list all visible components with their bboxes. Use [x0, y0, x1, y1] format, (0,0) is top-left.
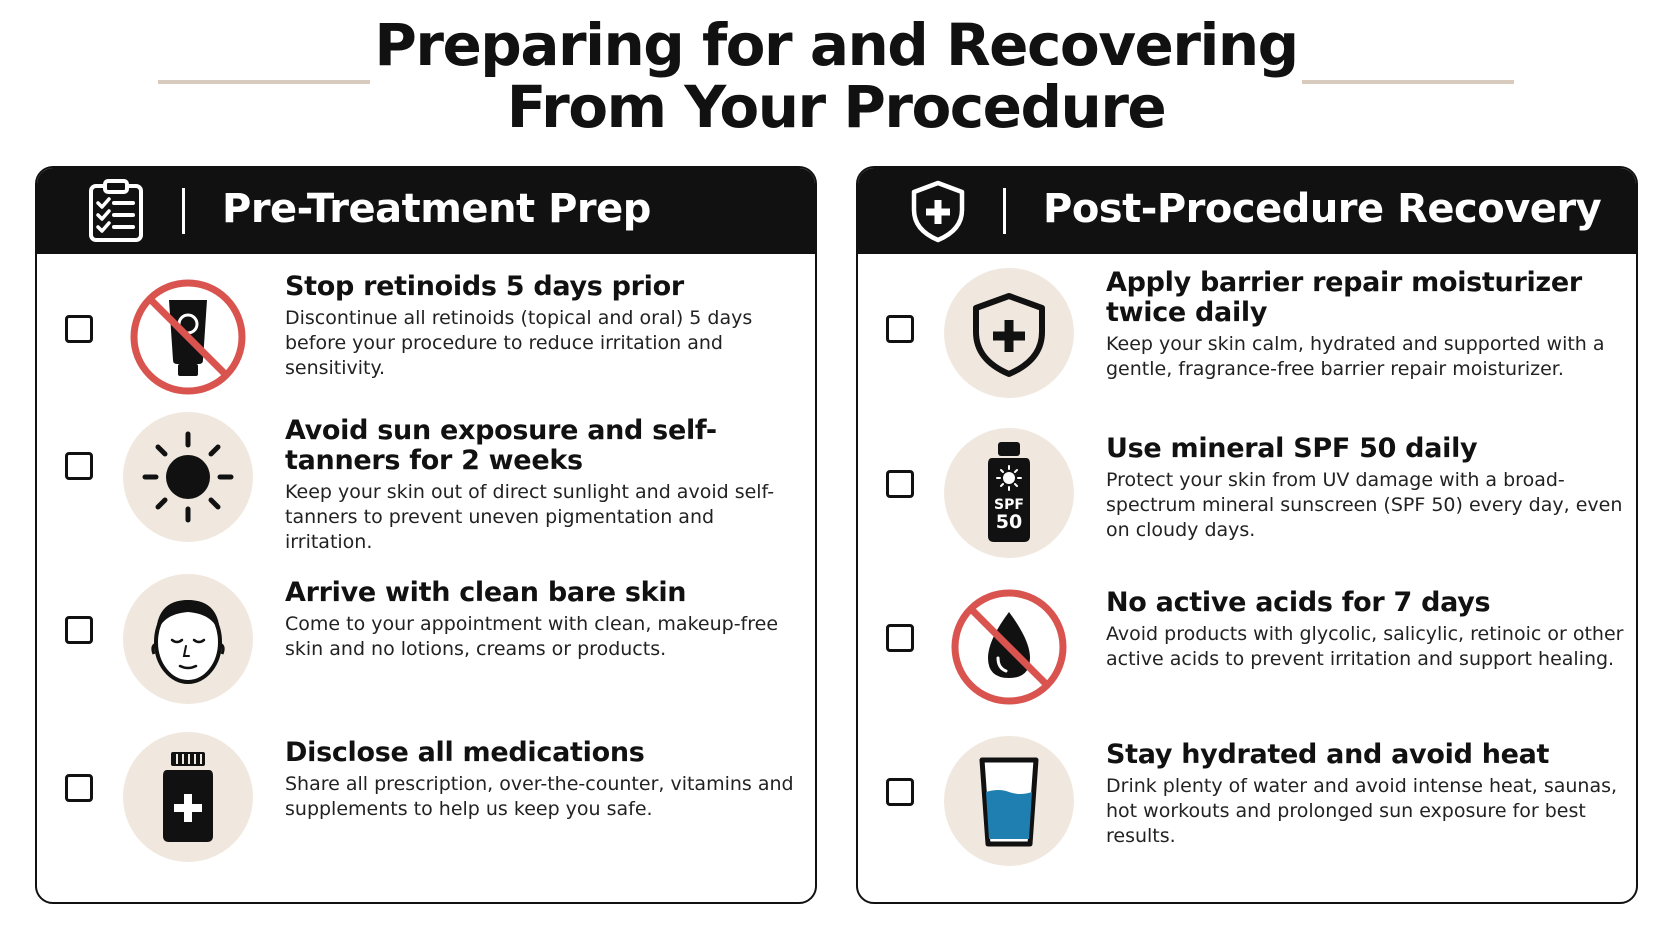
- pre-item-desc: Share all prescription, over-the-counter, vitamins and supplements to help us keep you safe.: [285, 773, 794, 820]
- no-acid-drop-icon: [944, 582, 1074, 712]
- page-title: [0, 11, 1672, 141]
- pre-item-checkbox[interactable]: [65, 315, 93, 343]
- post-item-desc: Avoid products with glycolic, salicylic, retinoic or other active acids to prevent irritation and support healing.: [1106, 623, 1624, 670]
- title-rule-right: [1302, 80, 1514, 84]
- post-item-desc: Drink plenty of water and avoid intense heat, saunas, hot workouts and prolonged sun exposure for best results.: [1106, 775, 1618, 847]
- sunscreen-label-50: 50: [995, 511, 1023, 533]
- pre-item-checkbox[interactable]: [65, 774, 93, 802]
- page-title-line-2: From Your Procedure: [506, 73, 1166, 141]
- pre-treatment-header: [37, 168, 815, 254]
- post-procedure-header: [858, 168, 1636, 254]
- shield-plus-icon: [906, 178, 970, 244]
- post-item-title: Apply barrier repair moisturizer twice daily: [1106, 267, 1582, 328]
- pre-item-checkbox[interactable]: [65, 452, 93, 480]
- clean-face-icon: [123, 574, 253, 704]
- post-item-checkbox[interactable]: [886, 624, 914, 652]
- pre-item-title: Disclose all medications: [285, 737, 645, 768]
- pre-item-desc: Discontinue all retinoids (topical and oral) 5 days before your procedure to reduce irritation and sensitivity.: [285, 307, 753, 379]
- sun-icon: [123, 412, 253, 542]
- header-separator: [1003, 188, 1006, 234]
- post-item-desc: Keep your skin calm, hydrated and supported with a gentle, fragrance-free barrier repair moisturizer.: [1106, 333, 1605, 380]
- post-procedure-heading: Post-Procedure Recovery: [1043, 186, 1602, 232]
- pre-treatment-heading: Pre-Treatment Prep: [222, 186, 651, 232]
- sunscreen-bottle-icon: [944, 428, 1074, 558]
- sunscreen-label-spf: SPF: [994, 497, 1024, 513]
- post-item-checkbox[interactable]: [886, 315, 914, 343]
- header-separator: [182, 188, 185, 234]
- pre-item-title: Avoid sun exposure and self-tanners for 2 weeks: [285, 415, 717, 476]
- post-item-title: Stay hydrated and avoid heat: [1106, 739, 1550, 770]
- post-item-checkbox[interactable]: [886, 778, 914, 806]
- no-retinoid-tube-icon: [123, 272, 253, 402]
- pre-item-desc: Keep your skin out of direct sunlight and avoid self-tanners to prevent uneven pigmentation and irritation.: [285, 481, 775, 553]
- medication-bottle-icon: [123, 732, 253, 862]
- title-rule-left: [158, 80, 370, 84]
- pre-item-desc: Come to your appointment with clean, makeup-free skin and no lotions, creams or products.: [285, 613, 779, 660]
- post-procedure-card: [856, 166, 1638, 904]
- pre-item-title: Stop retinoids 5 days prior: [285, 271, 684, 302]
- water-glass-icon: [944, 736, 1074, 866]
- pre-treatment-card: [35, 166, 817, 904]
- pre-item-checkbox[interactable]: [65, 616, 93, 644]
- pre-item-title: Arrive with clean bare skin: [285, 577, 687, 608]
- post-item-title: No active acids for 7 days: [1106, 587, 1491, 618]
- shield-plus-icon: [944, 268, 1074, 398]
- post-item-title: Use mineral SPF 50 daily: [1106, 433, 1478, 464]
- clipboard-checklist-icon: [85, 178, 149, 244]
- post-item-checkbox[interactable]: [886, 470, 914, 498]
- post-item-desc: Protect your skin from UV damage with a broad-spectrum mineral sunscreen (SPF 50) every day, even on cloudy days.: [1106, 469, 1623, 541]
- page-title-line-1: Preparing for and Recovering: [374, 11, 1298, 79]
